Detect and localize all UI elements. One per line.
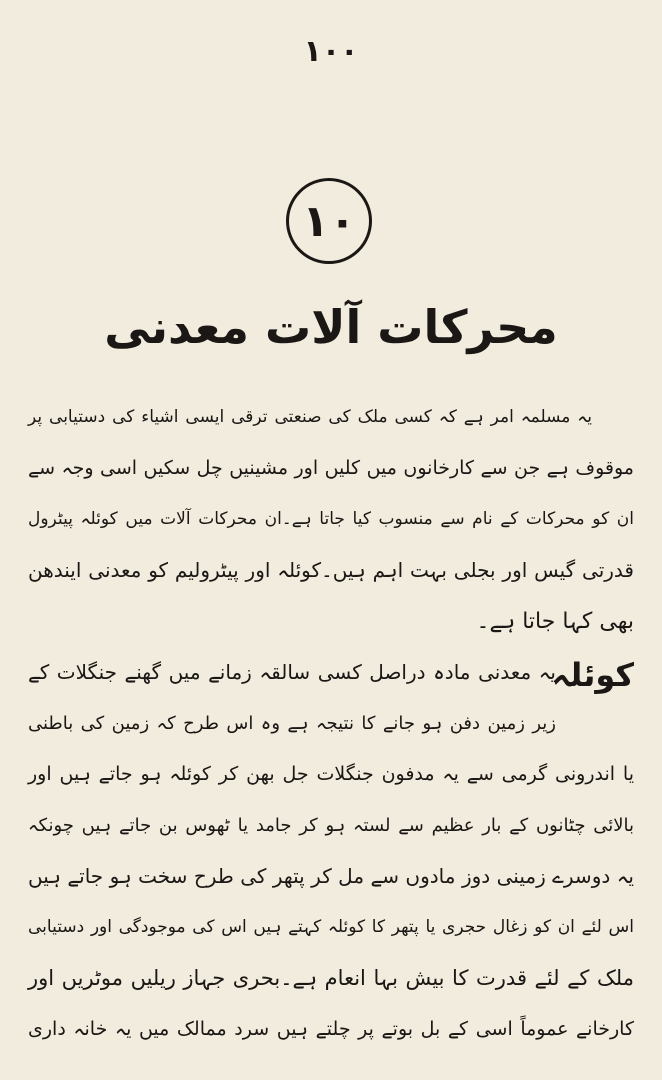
text-line: یا اندرونی گرمی سے یہ مدفون جنگلات جل بھن کر کوئلہ ہو جاتے ہیں اور: [28, 763, 634, 785]
page-number: ۱۰۰: [303, 34, 359, 69]
text-line: قدرتی گیس اور بجلی بہت اہم ہیں۔کوئلہ اور پیٹرولیم کو معدنی ایندھن: [28, 558, 634, 582]
text-line: یہ معدنی مادہ دراصل کسی سالقہ زمانے میں گھنے جنگلات کے: [28, 660, 556, 684]
section-first-line: [28, 647, 634, 698]
text-line: بھی کہا جاتا ہے۔: [476, 609, 634, 634]
chapter-body: [28, 392, 634, 1055]
chapter-number: ۱۰: [302, 195, 356, 247]
text-line: اس لئے ان کو زغال حجری یا پتھر کا کوئلہ کہتے ہیں اس کی موجودگی اور دستیابی: [28, 917, 634, 937]
text-line: زیر زمین دفن ہو جانے کا نتیجہ ہے وہ اس طرح کہ زمین کی باطنی: [28, 713, 556, 734]
text-line: یہ دوسرے زمینی دوز مادوں سے مل کر پتھر کی طرح سخت ہو جاتے ہیں: [28, 864, 634, 888]
text-line: کارخانے عموماً اسی کے بل بوتے پر چلتے ہیں سرد ممالک میں یہ خانہ داری: [28, 1018, 634, 1040]
text-line: بالائی چٹانوں کے بار عظیم سے لستہ ہو کر جامد یا ٹھوس بن جاتے ہیں چونکہ: [28, 815, 634, 836]
chapter-title: محرکات آلات معدنی: [104, 300, 558, 354]
chapter-number-badge: [286, 178, 372, 264]
section-heading: کوئلہ: [551, 656, 634, 694]
text-line: یہ مسلمہ امر ہے کہ کسی ملک کی صنعتی ترقی ایسی اشیاء کی دستیابی پر: [28, 407, 592, 427]
text-line: موقوف ہے جن سے کارخانوں میں کلیں اور مشینیں چل سکیں اسی وجہ سے: [28, 457, 634, 479]
text-line: ملک کے لئے قدرت کا بیش بہا انعام ہے۔بحری جہاز ریلیں موٹریں اور: [28, 966, 634, 990]
text-line: ان کو محرکات کے نام سے منسوب کیا جاتا ہے۔ان محرکات آلات میں کوئلہ پیٹرول: [28, 509, 634, 529]
